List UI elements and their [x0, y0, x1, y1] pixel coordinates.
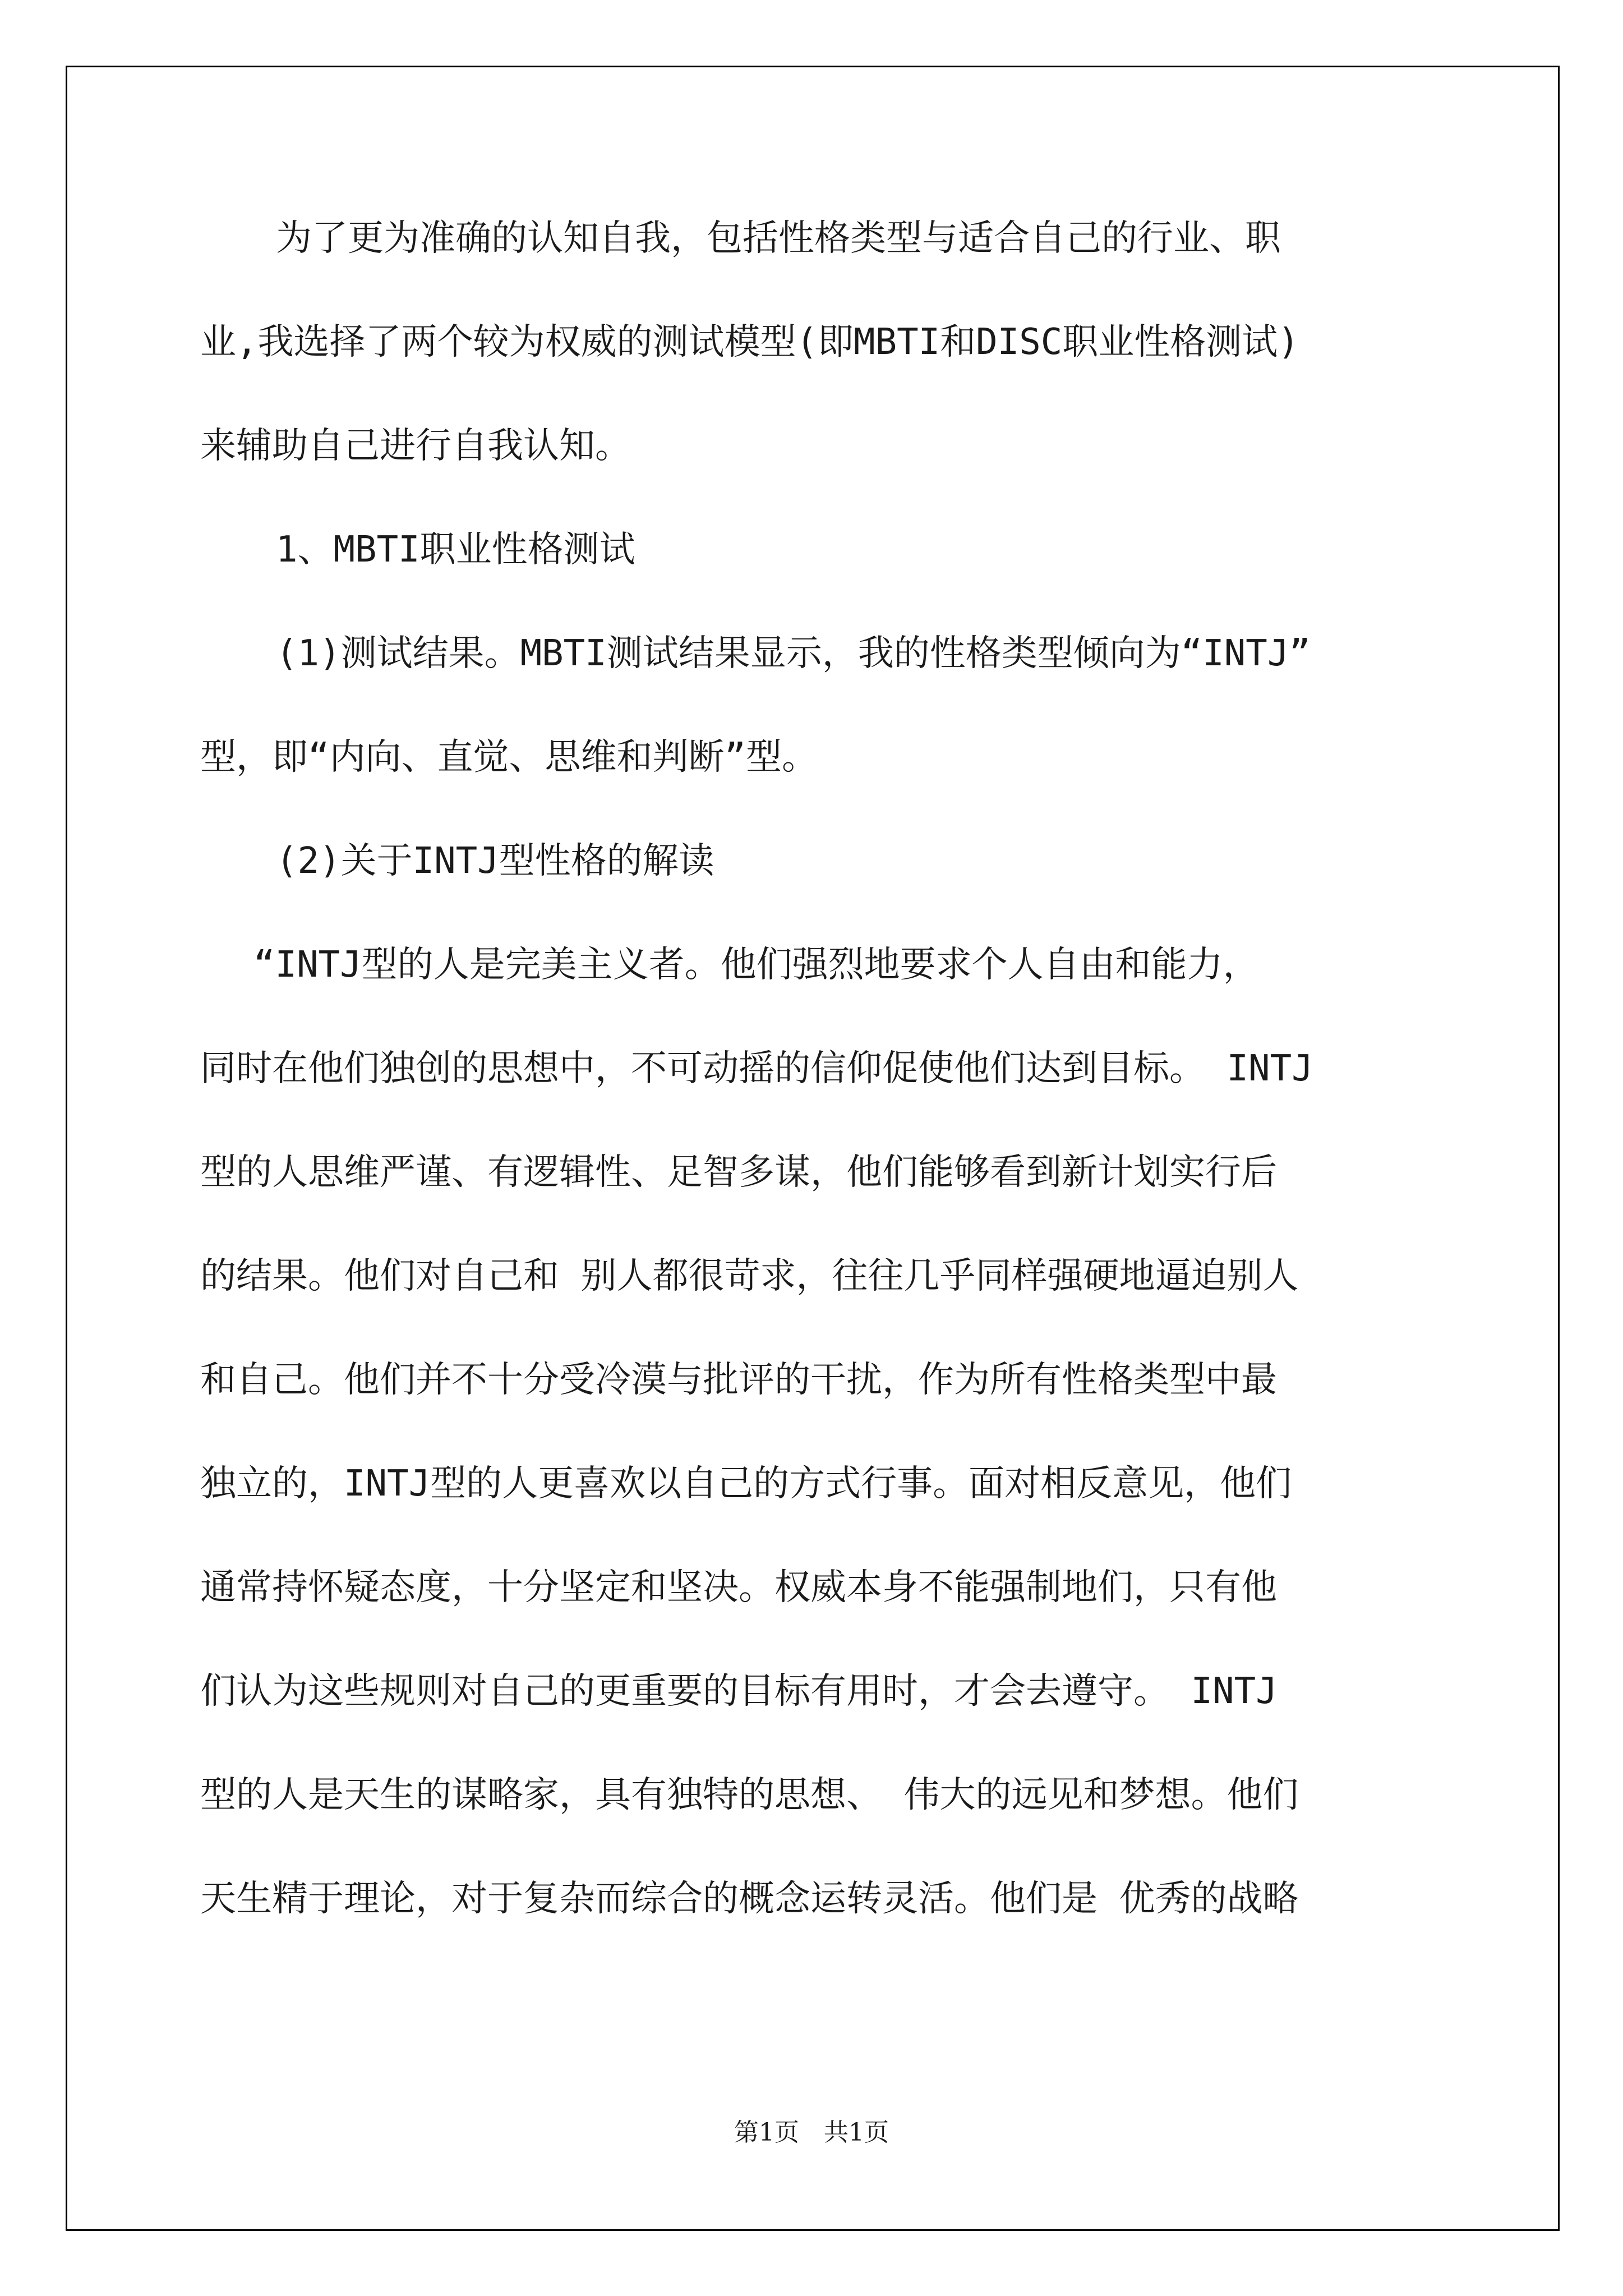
- paragraph-quote-line-10: 天生精于理论，对于复杂而综合的概念运转灵活。他们是 优秀的战略: [200, 1878, 1299, 1920]
- paragraph-quote-line-4: 的结果。他们对自己和 别人都很苛求，往往几乎同样强硬地逼迫别人: [200, 1255, 1299, 1297]
- subheading-intj-interpretation: (2)关于INTJ型性格的解读: [276, 840, 714, 882]
- paragraph-intro-line-3: 来辅助自己进行自我认知。: [200, 425, 631, 467]
- paragraph-quote-line-5: 和自己。他们并不十分受冷漠与批评的干扰，作为所有性格类型中最: [200, 1359, 1277, 1401]
- paragraph-intro-line-2: 业,我选择了两个较为权威的测试模型(即MBTI和DISC职业性格测试): [200, 321, 1299, 363]
- paragraph-quote-line-1: “INTJ型的人是完美主义者。他们强烈地要求个人自由和能力，: [253, 944, 1259, 986]
- paragraph-quote-line-2: 同时在他们独创的思想中，不可动摇的信仰促使他们达到目标。 INTJ: [200, 1048, 1313, 1089]
- paragraph-intro-line-1: 为了更为准确的认知自我，包括性格类型与适合自己的行业、职: [276, 218, 1281, 259]
- section-heading-mbti: 1、MBTI职业性格测试: [276, 529, 635, 570]
- paragraph-quote-line-6: 独立的，INTJ型的人更喜欢以自己的方式行事。面对相反意见，他们: [200, 1463, 1292, 1504]
- paragraph-quote-line-9: 型的人是天生的谋略家，具有独特的思想、 伟大的远见和梦想。他们: [200, 1774, 1299, 1816]
- paragraph-quote-line-8: 们认为这些规则对自己的更重要的目标有用时，才会去遵守。 INTJ: [200, 1671, 1278, 1712]
- page-number-footer: 第1页 共1页: [734, 2118, 889, 2147]
- paragraph-result-line-1: (1)测试结果。MBTI测试结果显示，我的性格类型倾向为“INTJ”: [276, 633, 1311, 674]
- paragraph-quote-line-7: 通常持怀疑态度，十分坚定和坚决。权威本身不能强制地们，只有他: [200, 1567, 1277, 1608]
- paragraph-quote-line-3: 型的人思维严谨、有逻辑性、足智多谋，他们能够看到新计划实行后: [200, 1152, 1277, 1193]
- paragraph-result-line-2: 型，即“内向、直觉、思维和判断”型。: [200, 737, 818, 778]
